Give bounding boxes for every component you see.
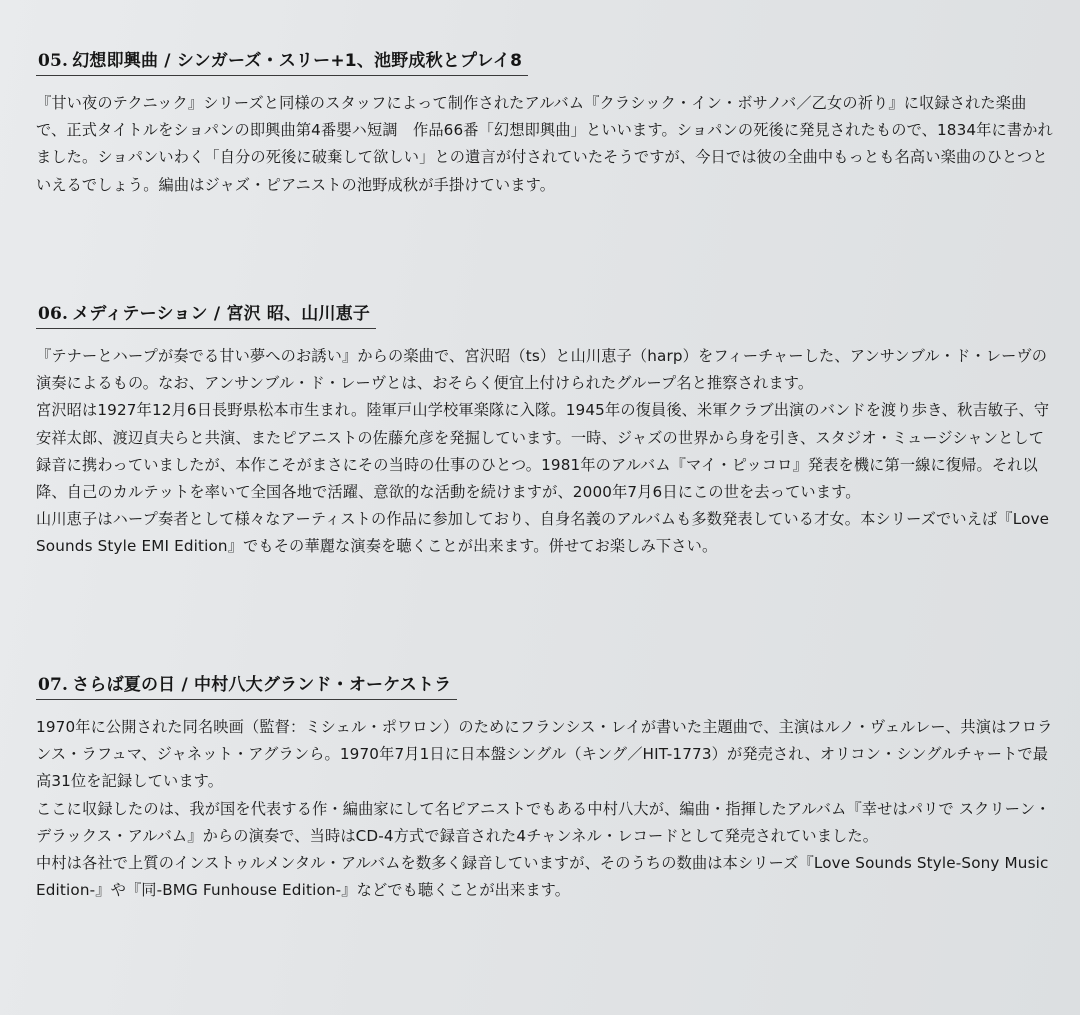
track-07-heading xyxy=(36,670,457,700)
track-05-heading xyxy=(36,46,528,76)
track-number: 05. xyxy=(38,51,69,71)
paragraph: 『甘い夜のテクニック』シリーズと同様のスタッフによって制作されたアルバム『クラシック・イン・ボサノバ／乙女の祈り』に収録された楽曲で、正式タイトルをショパンの即興曲第4番嬰ハ短調 作品66番「幻想即興曲」といいます。ショパンの死後に発見されたもので、1834年に書かれました。ショパンいわく「自分の死後に破棄して欲しい」との遺言が付されていたそうですが、今日では彼の全曲中もっとも名高い楽曲のひとつといえるでしょう。編曲はジャズ・ピアニストの池野成秋が手掛けています。 xyxy=(36,94,1053,194)
track-title: メディテーション / 宮沢 昭、山川恵子 xyxy=(72,304,371,324)
track-07-body xyxy=(36,714,1056,904)
track-07-section xyxy=(36,670,1056,904)
paragraph: 『テナーとハープが奏でる甘い夢へのお誘い』からの楽曲で、宮沢昭（ts）と山川恵子（harp）をフィーチャーした、アンサンブル・ド・レーヴの演奏によるもの。なお、アンサンブル・ド・レーヴとは、おそらく便宜上付けられたグループ名と推察されます。 xyxy=(36,347,1048,393)
paragraph: 1970年に公開された同名映画（監督：ミシェル・ポワロン）のためにフランシス・レイが書いた主題曲で、主演はルノ・ヴェルレー、共演はフロランス・ラフュマ、ジャネット・アグランら。1970年7月1日に日本盤シングル（キング／HIT-1773）が発売され、オリコン・シングルチャートで最高31位を記録しています。 xyxy=(36,718,1053,791)
paragraph: 宮沢昭は1927年12月6日長野県松本市生まれ。陸軍戸山学校軍楽隊に入隊。1945年の復員後、米軍クラブ出演のバンドを渡り歩き、秋吉敏子、守安祥太郎、渡辺貞夫らと共演、またピアニストの佐藤允彦を発掘しています。一時、ジャズの世界から身を引き、スタジオ・ミュージシャンとして録音に携わっていましたが、本作こそがまさにその当時の仕事のひとつ。1981年のアルバム『マイ・ピッコロ』発表を機に第一線に復帰。それ以降、自己のカルテットを率いて全国各地で活躍、意欲的な活動を続けますが、2000年7月6日にこの世を去っています。 xyxy=(36,401,1050,502)
track-05-body xyxy=(36,90,1056,199)
paragraph: ここに収録したのは、我が国を代表する作・編曲家にして名ピアニストでもある中村八大が、編曲・指揮したアルバム『幸せはパリで スクリーン・デラックス・アルバム』からの演奏で、当時はCD-4方式で録音された4チャンネル・レコードとして発売されていました。 xyxy=(36,799,1051,845)
track-number: 06. xyxy=(38,304,69,324)
track-06-body xyxy=(36,343,1056,561)
track-title: さらば夏の日 / 中村八大グランド・オーケストラ xyxy=(72,675,452,695)
paragraph: 中村は各社で上質のインストゥルメンタル・アルバムを数多く録音していますが、そのうちの数曲は本シリーズ『Love Sounds Style-Sony Music Edition-』や『同-BMG Funhouse Edition-』などでも聴くことが出来ます。 xyxy=(36,854,1049,900)
track-number: 07. xyxy=(38,675,69,695)
track-05-section xyxy=(36,46,1056,199)
track-06-section xyxy=(36,299,1056,561)
track-06-heading xyxy=(36,299,376,329)
paragraph: 山川恵子はハープ奏者として様々なアーティストの作品に参加しており、自身名義のアルバムも多数発表している才女。本シリーズでいえば『Love Sounds Style EMI Edition』でもその華麗な演奏を聴くことが出来ます。併せてお楽しみ下さい。 xyxy=(36,510,1050,556)
track-title: 幻想即興曲 / シンガーズ・スリー+1、池野成秋とプレイ8 xyxy=(72,51,523,71)
